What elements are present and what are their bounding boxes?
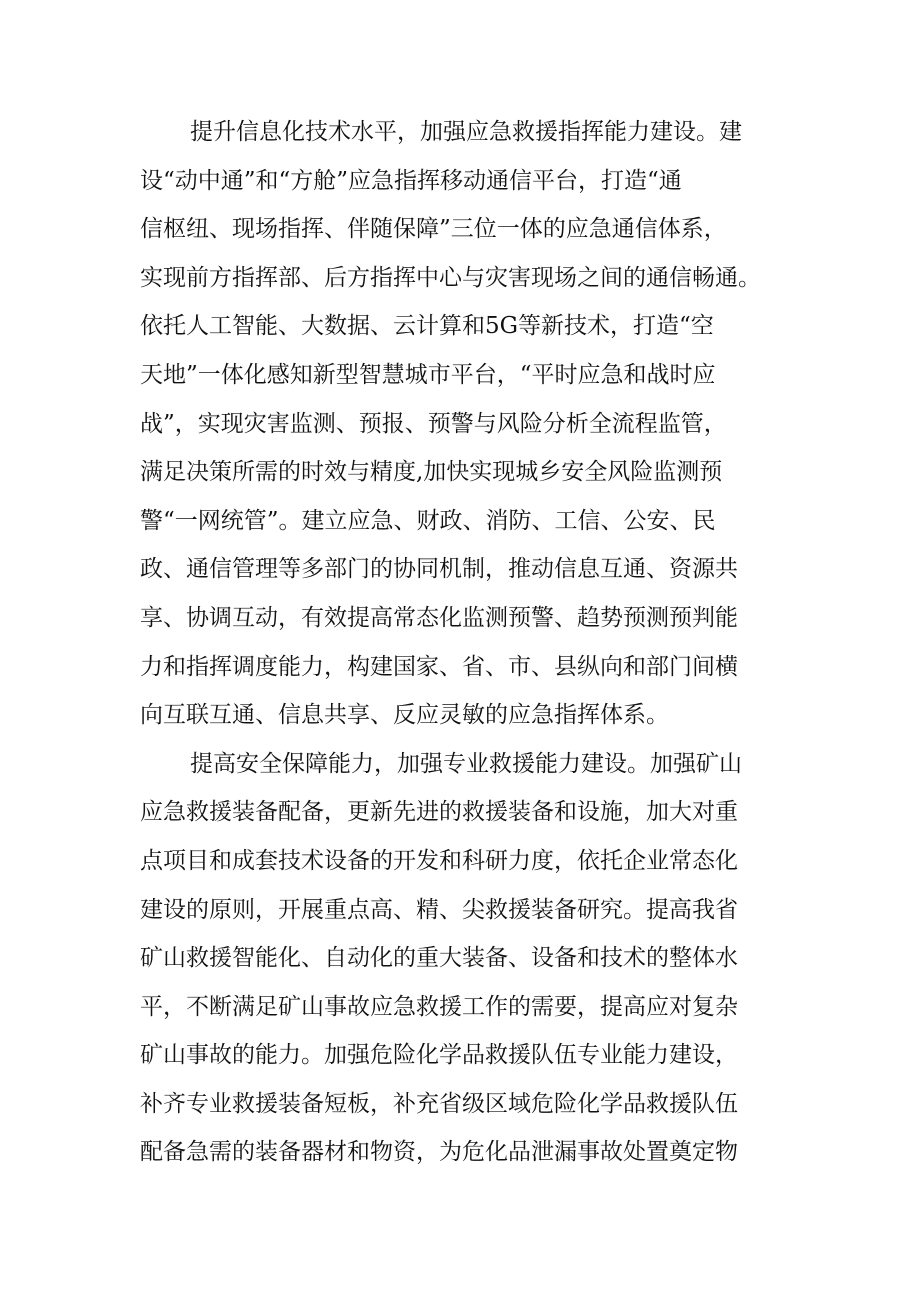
text-line: 应急救援装备配备，更新先进的救援装备和设施，加大对重 xyxy=(140,799,738,826)
text-line: 平，不断满足矿山事故应急救援工作的需要，提高应对复杂 xyxy=(140,993,738,1020)
text-line: 警“一网统管”。建立应急、财政、消防、工信、公安、民 xyxy=(140,507,716,534)
text-line: 依托人工智能、大数据、云计算和5G等新技术，打造“空 xyxy=(140,313,714,340)
paragraph-2 xyxy=(140,740,800,1177)
text-line: 实现前方指挥部、后方指挥中心与灾害现场之间的通信畅通。 xyxy=(140,264,761,291)
text-line: 信枢纽、现场指挥、伴随保障”三位一体的应急通信体系， xyxy=(140,216,727,243)
text-line: 天地”一体化感知新型智慧城市平台，“平时应急和战时应 xyxy=(140,361,716,388)
text-line: 矿山事故的能力。加强危险化学品救援队伍专业能力建设， xyxy=(140,1042,738,1069)
body-text xyxy=(140,108,800,1177)
text-line: 力和指挥调度能力，构建国家、省、市、县纵向和部门间横 xyxy=(140,653,738,680)
text-line: 满足决策所需的时效与精度,加快实现城乡安全风险监测预 xyxy=(140,459,723,486)
text-line: 政、通信管理等多部门的协同机制，推动信息互通、资源共 xyxy=(140,556,738,583)
text-line: 补齐专业救援装备短板，补充省级区域危险化学品救援队伍 xyxy=(140,1090,738,1117)
text-line: 建设的原则，开展重点高、精、尖救援装备研究。提高我省 xyxy=(140,896,738,923)
text-line: 向互联互通、信息共享、反应灵敏的应急指挥体系。 xyxy=(140,702,669,729)
paragraph-1 xyxy=(140,108,800,740)
text-line: 点项目和成套技术设备的开发和科研力度，依托企业常态化 xyxy=(140,847,738,874)
text-line: 提高安全保障能力，加强专业救援能力建设。加强矿山 xyxy=(190,750,742,777)
text-line: 享、协调互动，有效提高常态化监测预警、趋势预测预判能 xyxy=(140,604,738,631)
text-line: 战”，实现灾害监测、预报、预警与风险分析全流程监管， xyxy=(140,410,727,437)
text-line: 提升信息化技术水平，加强应急救援指挥能力建设。建 xyxy=(190,119,742,145)
text-line: 配备急需的装备器材和物资，为危化品泄漏事故处置奠定物 xyxy=(140,1139,738,1166)
text-line: 矿山救援智能化、自动化的重大装备、设备和技术的整体水 xyxy=(140,945,738,972)
text-line: 设“动中通”和“方舱”应急指挥移动通信平台，打造“通 xyxy=(140,167,682,194)
